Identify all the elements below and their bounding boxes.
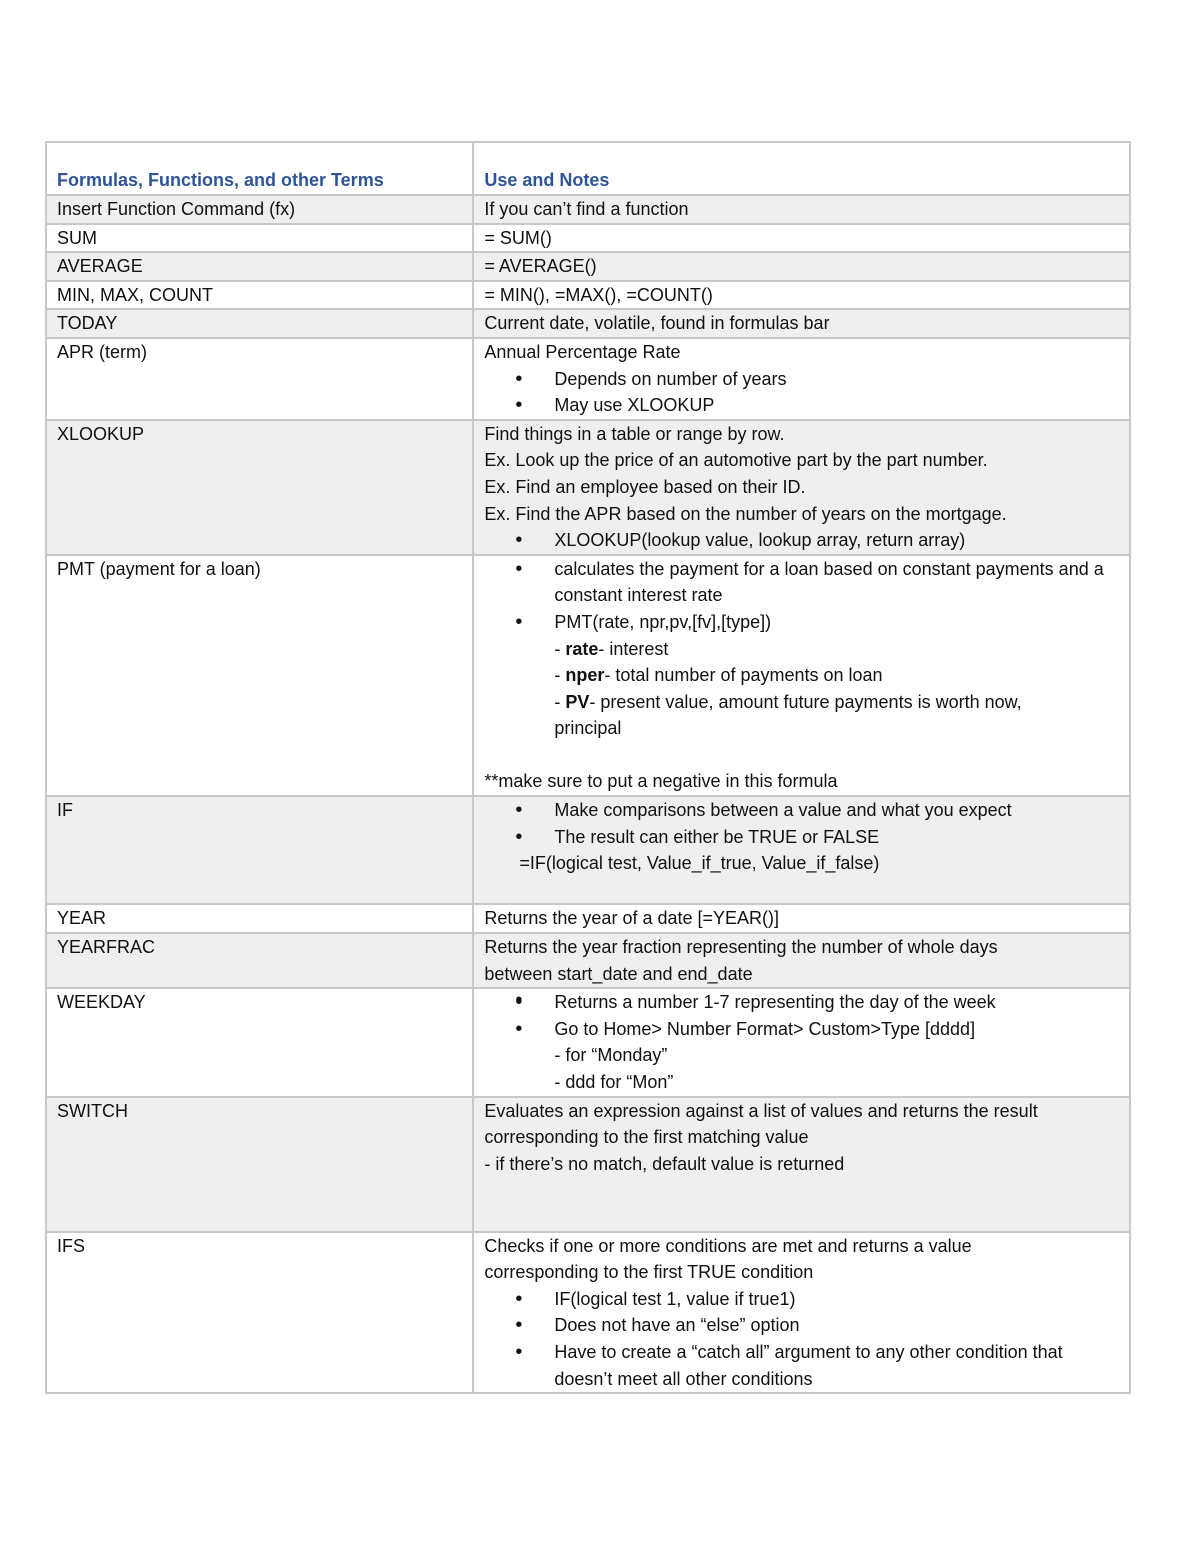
note-cell: Current date, volatile, found in formulas bar	[473, 309, 1130, 338]
sub-item: - PV- present value, amount future payments is worth now,	[554, 691, 1022, 712]
term-cell: Insert Function Command (fx)	[46, 195, 473, 224]
table-row	[46, 988, 1130, 1096]
table-row	[46, 224, 1130, 253]
term-cell: XLOOKUP	[46, 420, 473, 555]
blank-line	[484, 1204, 1119, 1231]
term-cell: YEAR	[46, 904, 473, 933]
bullet-item: • May use XLOOKUP	[484, 392, 1119, 419]
table-row	[46, 338, 1130, 420]
bullet-item: • IF(logical test 1, value if true1)	[484, 1286, 1119, 1313]
bullet-item: • Depends on number of years	[484, 366, 1119, 393]
bullet-item: • Go to Home> Number Format> Custom>Type [dddd]	[484, 1016, 1119, 1043]
table-row	[46, 904, 1130, 933]
term-cell: YEARFRAC	[46, 933, 473, 988]
table-row	[46, 420, 1130, 555]
bullet-item: • PMT(rate, npr,pv,[fv],[type])	[484, 609, 1119, 636]
note-cell	[473, 1097, 1130, 1232]
note-cell: = MIN(), =MAX(), =COUNT()	[473, 281, 1130, 310]
term-cell: WEEKDAY	[46, 988, 473, 1096]
sub-item: - rate- interest	[554, 638, 669, 659]
note-line: Find things in a table or range by row.	[484, 423, 785, 444]
table-row	[46, 252, 1130, 281]
formula-line: =IF(logical test, Value_if_true, Value_if_false)	[519, 853, 880, 874]
table-header-row	[46, 142, 1130, 195]
term-cell: TODAY	[46, 309, 473, 338]
bullet-item: • Make comparisons between a value and what you expect	[484, 797, 1119, 824]
note-line: - if there’s no match, default value is returned	[484, 1153, 845, 1174]
sub-item: - for “Monday”	[554, 1045, 668, 1066]
note-line: corresponding to the first matching value	[484, 1127, 809, 1148]
term-cell: IFS	[46, 1232, 473, 1394]
term-cell: SWITCH	[46, 1097, 473, 1232]
bullet-item: • XLOOKUP(lookup value, lookup array, return array)	[484, 527, 1119, 554]
term-cell: PMT (payment for a loan)	[46, 555, 473, 796]
term-cell: AVERAGE	[46, 252, 473, 281]
header-notes: Use and Notes	[473, 142, 1130, 195]
note-line: corresponding to the first TRUE condition	[484, 1262, 814, 1283]
note-line: Returns the year fraction representing the number of whole days	[484, 937, 998, 958]
table-row	[46, 195, 1130, 224]
bullet-item: • Does not have an “else” option	[484, 1312, 1119, 1339]
note-cell: = SUM()	[473, 224, 1130, 253]
term-cell: MIN, MAX, COUNT	[46, 281, 473, 310]
bullet-item: • Have to create a “catch all” argument to any other condition that doesn’t meet all other conditions	[484, 1339, 1119, 1392]
table-row	[46, 309, 1130, 338]
note-cell	[473, 988, 1130, 1096]
table-row	[46, 1232, 1130, 1394]
note-cell	[473, 1232, 1130, 1394]
note-line: Ex. Find an employee based on their ID.	[484, 476, 806, 497]
note-line: between start_date and end_date	[484, 963, 753, 984]
term-cell: APR (term)	[46, 338, 473, 420]
table-row	[46, 281, 1130, 310]
note-line: Annual Percentage Rate	[484, 341, 681, 362]
functions-table	[45, 141, 1131, 1394]
note-cell: If you can’t find a function	[473, 195, 1130, 224]
note-cell	[473, 420, 1130, 555]
term-cell: SUM	[46, 224, 473, 253]
note-cell	[473, 555, 1130, 796]
blank-line	[484, 1177, 1119, 1204]
note-cell	[473, 338, 1130, 420]
table-row	[46, 555, 1130, 796]
note-line: Evaluates an expression against a list of values and returns the result	[484, 1100, 1038, 1121]
term-cell: IF	[46, 796, 473, 904]
table-row	[46, 1097, 1130, 1232]
footnote: **make sure to put a negative in this formula	[484, 771, 838, 792]
bullet-item: • The result can either be TRUE or FALSE	[484, 824, 1119, 851]
blank-line	[484, 742, 1119, 769]
note-cell: Returns the year of a date [=YEAR()]	[473, 904, 1130, 933]
note-line: Ex. Find the APR based on the number of years on the mortgage.	[484, 503, 1007, 524]
note-cell	[473, 933, 1130, 988]
sub-item-continued: principal	[554, 718, 622, 739]
bullet-item: • calculates the payment for a loan based on constant payments and a constant interest rate	[484, 556, 1119, 609]
blank-line	[484, 877, 1119, 904]
header-terms: Formulas, Functions, and other Terms	[46, 142, 473, 195]
sub-item: - ddd for “Mon”	[554, 1072, 674, 1092]
sub-item: - nper- total number of payments on loan	[554, 665, 883, 686]
note-cell	[473, 796, 1130, 904]
table-row	[46, 933, 1130, 988]
bullet-item: • Returns a number 1-7 representing the day of the week	[484, 989, 1119, 1016]
note-cell: = AVERAGE()	[473, 252, 1130, 281]
table-row	[46, 796, 1130, 904]
note-line: Ex. Look up the price of an automotive part by the part number.	[484, 450, 988, 471]
note-line: Checks if one or more conditions are met and returns a value	[484, 1235, 972, 1256]
